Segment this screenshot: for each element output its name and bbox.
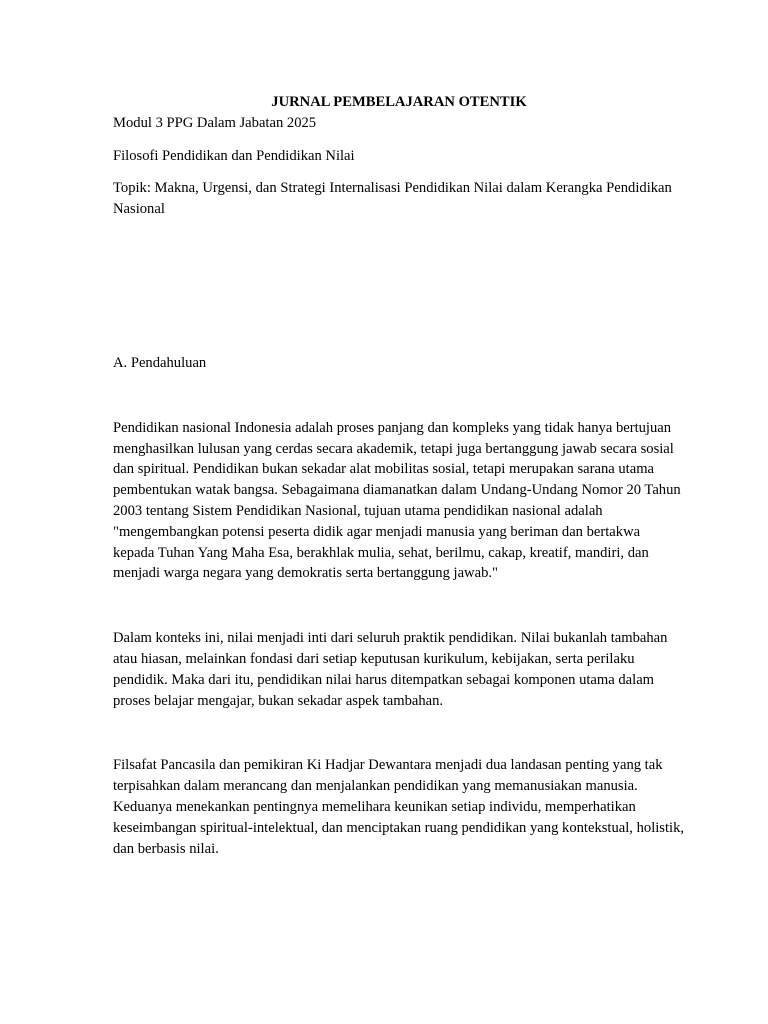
document-body [113,92,685,859]
topic-line: Topik: Makna, Urgensi, dan Strategi Internalisasi Pendidikan Nilai dalam Kerangka Pendidikan Nasional [113,180,672,218]
subject-line: Filosofi Pendidikan dan Pendidikan Nilai [113,147,355,164]
body-paragraph: Pendidikan nasional Indonesia adalah proses panjang dan kompleks yang tidak hanya bertujuan menghasilkan lulusan yang cerdas secara akademik, tetapi juga bertanggung jawab secara sosial dan spiritual. Pendidikan bukan sekadar alat mobilitas sosial, tetapi merupakan sarana utama pembentukan watak bangsa. Sebagaimana diamanatkan dalam Undang-Undang Nomor 20 Tahun 2003 tentang Sistem Pendidikan Nasional, tujuan utama pendidikan nasional adalah "mengembangkan potensi peserta didik agar menjadi manusia yang beriman dan bertakwa kepada Tuhan Yang Maha Esa, berakhlak mulia, sehat, berilmu, cakap, kreatif, mandiri, dan menjadi warga negara yang demokratis serta bertanggung jawab." [113,419,681,582]
body-paragraph: Dalam konteks ini, nilai menjadi inti dari seluruh praktik pendidikan. Nilai bukanlah tambahan atau hiasan, melainkan fondasi dari setiap keputusan kurikulum, kebijakan, serta perilaku pendidik. Maka dari itu, pendidikan nilai harus ditempatkan sebagai komponen utama dalam proses belajar mengajar, bukan sekadar aspek tambahan. [113,630,668,709]
document-title: JURNAL PEMBELAJARAN OTENTIK [271,94,527,110]
section-heading: A. Pendahuluan [113,354,207,371]
module-line: Modul 3 PPG Dalam Jabatan 2025 [113,114,317,131]
body-paragraph: Filsafat Pancasila dan pemikiran Ki Hadjar Dewantara menjadi dua landasan penting yang tak terpisahkan dalam merancang dan menjalankan pendidikan yang memanusiakan manusia. Keduanya menekankan pentingnya memelihara keunikan setiap individu, memperhatikan keseimbangan spiritual-intelektual, dan menciptakan ruang pendidikan yang kontekstual, holistik, dan berbasis nilai. [113,757,685,857]
